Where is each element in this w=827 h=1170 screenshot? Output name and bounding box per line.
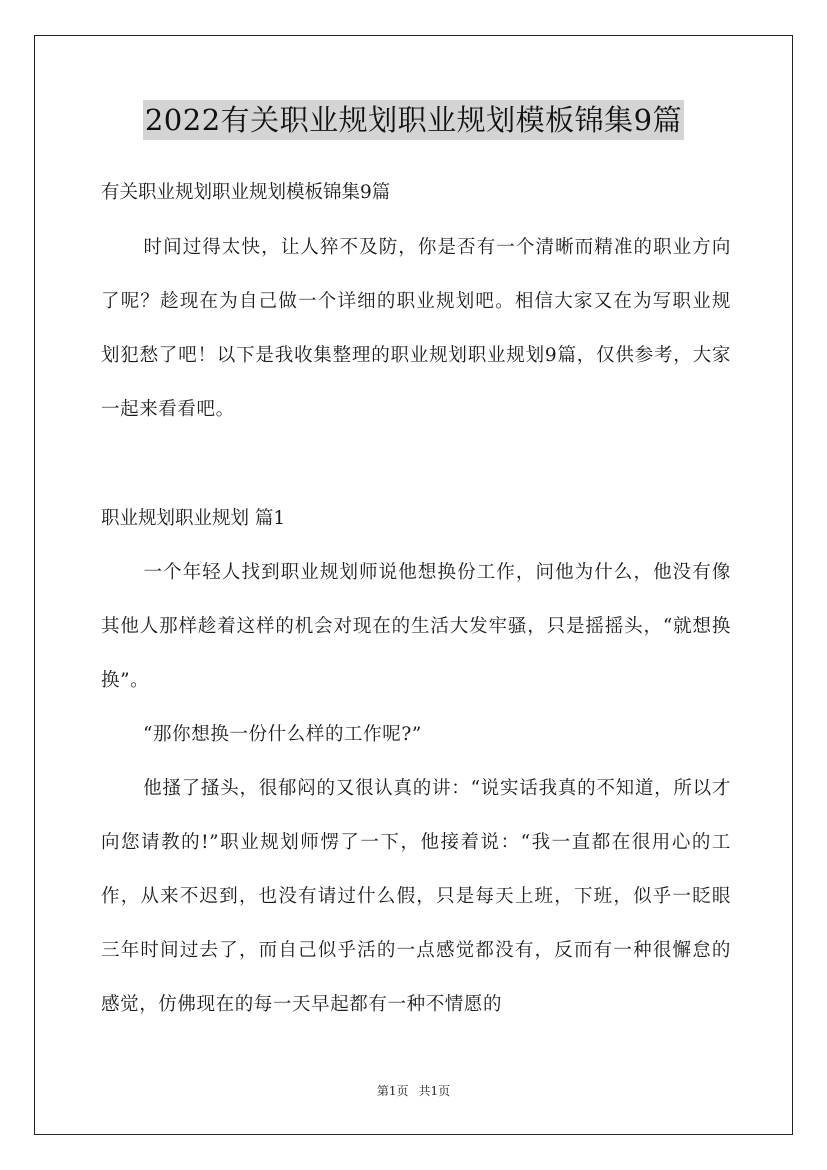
body-paragraph-3 <box>101 762 731 1032</box>
document-title: 2022有关职业规划职业规划模板锦集9篇 <box>143 100 684 140</box>
title-container <box>0 100 827 140</box>
page-total: 共1页 <box>418 1084 451 1098</box>
paragraph-text: 一个年轻人找到职业规划师说他想换份工作，问他为什么，他没有像其他人那样趁着这样的机会对现在的生活大发牢骚，只是摇摇头，“就想换换”。 <box>101 562 731 691</box>
section-heading: 职业规划职业规划 篇1 <box>101 508 286 529</box>
document-subtitle: 有关职业规划职业规划模板锦集9篇 <box>101 182 391 203</box>
body-paragraph-2 <box>101 708 731 762</box>
body-paragraph-1 <box>101 546 731 708</box>
page-current: 第1页 <box>376 1084 409 1098</box>
page-footer <box>0 1082 827 1100</box>
intro-paragraph <box>101 221 731 437</box>
paragraph-text: “那你想换一份什么样的工作呢?” <box>143 724 422 745</box>
paragraph-text: 他搔了搔头，很郁闷的又很认真的讲：“说实话我真的不知道，所以才向您请教的!”职业规划师愣了一下，他接着说：“我一直都在很用心的工作，从来不迟到，也没有请过什么假，只是每天上班，下班，似乎一眨眼三年时间过去了，而自己似乎活的一点感觉都没有，反而有一种很懈怠的感觉，仿佛现在的每一天早起都有一种不情愿的 <box>101 778 731 1015</box>
intro-text: 时间过得太快，让人猝不及防，你是否有一个清晰而精准的职业方向了呢？趁现在为自己做一个详细的职业规划吧。相信大家又在为写职业规划犯愁了吧！以下是我收集整理的职业规划职业规划9篇，仅供参考，大家一起来看看吧。 <box>101 237 731 420</box>
